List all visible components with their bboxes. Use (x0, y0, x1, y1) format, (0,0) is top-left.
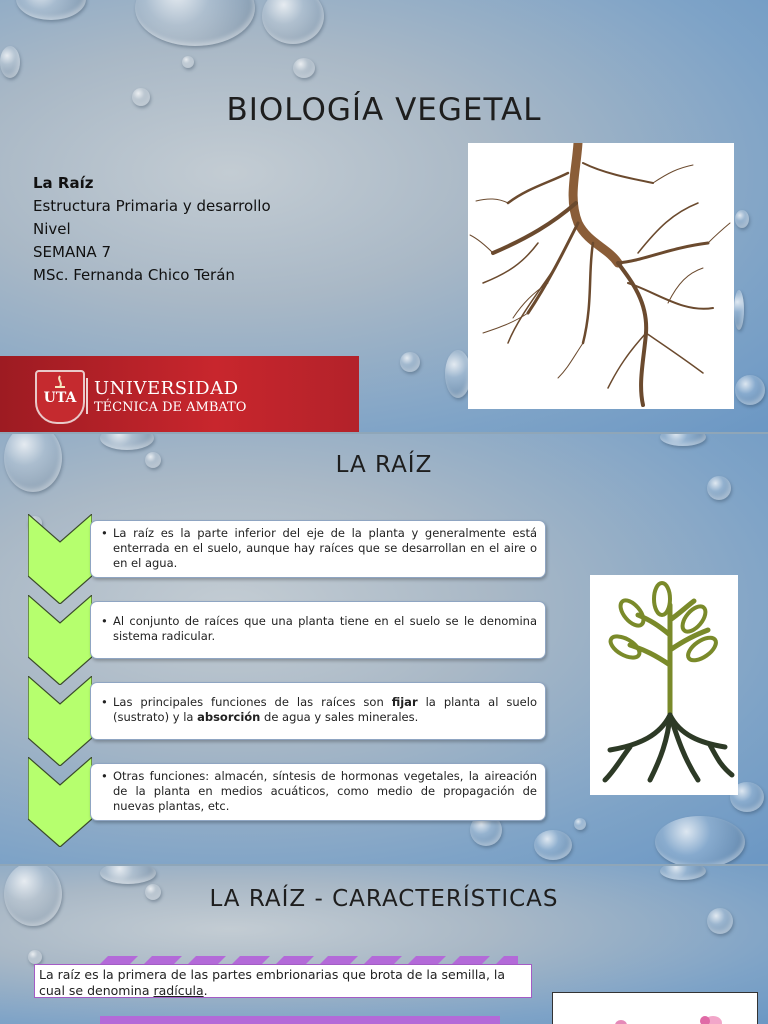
slide-3 (0, 866, 768, 1024)
water-drop (655, 816, 745, 864)
bullet-box: • Otras funciones: almacén, síntesis de hormonas vegetales, la aireación de la planta en medios acuáticos, como medio de propagación de nuevas plantas, etc. (90, 763, 546, 821)
water-drop (735, 375, 765, 405)
author-label: MSc. Fernanda Chico Terán (33, 266, 235, 284)
water-drop (182, 56, 194, 68)
torch-icon (37, 374, 83, 390)
slide-2 (0, 434, 768, 864)
water-drop (293, 58, 315, 78)
chevron-down-icon (28, 595, 92, 685)
decorative-stripe (100, 1016, 500, 1024)
university-name-line1: UNIVERSIDAD (94, 378, 239, 399)
slide-title: BIOLOGÍA VEGETAL (226, 92, 542, 128)
root-illustration (468, 143, 734, 409)
seedling-photo (552, 992, 758, 1024)
topic-label: La Raíz (33, 174, 94, 192)
bullet-box: • La raíz es la parte inferior del eje de la planta y generalmente está enterrada en el suelo, aunque hay raíces que se desarrollan en el aire o en el agua. (90, 520, 546, 578)
flower-icon (553, 993, 757, 1024)
definition-box: La raíz es la primera de las partes embrionarias que brota de la semilla, la cual se denomina radícula. (34, 964, 532, 998)
presentation-info (33, 172, 271, 287)
water-drop (707, 476, 731, 500)
water-drop (735, 210, 749, 228)
week-label: SEMANA 7 (33, 243, 111, 261)
university-banner (0, 356, 359, 432)
university-shield-logo (35, 370, 85, 424)
water-drop (534, 830, 572, 860)
root-photo (468, 143, 734, 409)
water-drop (660, 434, 706, 446)
water-drop (135, 0, 255, 46)
plant-illustration (590, 575, 738, 795)
level-label: Nivel (33, 220, 71, 238)
water-drop (734, 290, 744, 330)
slide-title: LA RAÍZ (335, 452, 433, 478)
water-drop (28, 950, 42, 964)
slide-title: LA RAÍZ - CARACTERÍSTICAS (209, 886, 559, 912)
university-name-line2: TÉCNICA DE AMBATO (94, 400, 247, 415)
radicula-link: radícula (153, 983, 204, 998)
water-drop (660, 866, 706, 880)
water-drop (574, 818, 586, 830)
chevron-down-icon (28, 676, 92, 766)
water-drop (400, 352, 420, 372)
water-drop (262, 0, 324, 44)
bullet-box: • Las principales funciones de las raíces son fijar la planta al suelo (sustrato) y la absorción de agua y sales minerales. (90, 682, 546, 740)
water-drop (16, 0, 86, 20)
water-drop (100, 866, 156, 884)
bullet-box: • Al conjunto de raíces que una planta tiene en el suelo se le denomina sistema radicular. (90, 601, 546, 659)
water-drop (0, 46, 20, 78)
logo-divider (86, 378, 88, 414)
water-drop (100, 434, 154, 450)
subtopic-label: Estructura Primaria y desarrollo (33, 197, 271, 215)
slide-1 (0, 0, 768, 432)
logo-text: UTA (43, 390, 77, 406)
plant-icon (590, 575, 738, 795)
chevron-down-icon (28, 757, 92, 847)
chevron-down-icon (28, 514, 92, 604)
